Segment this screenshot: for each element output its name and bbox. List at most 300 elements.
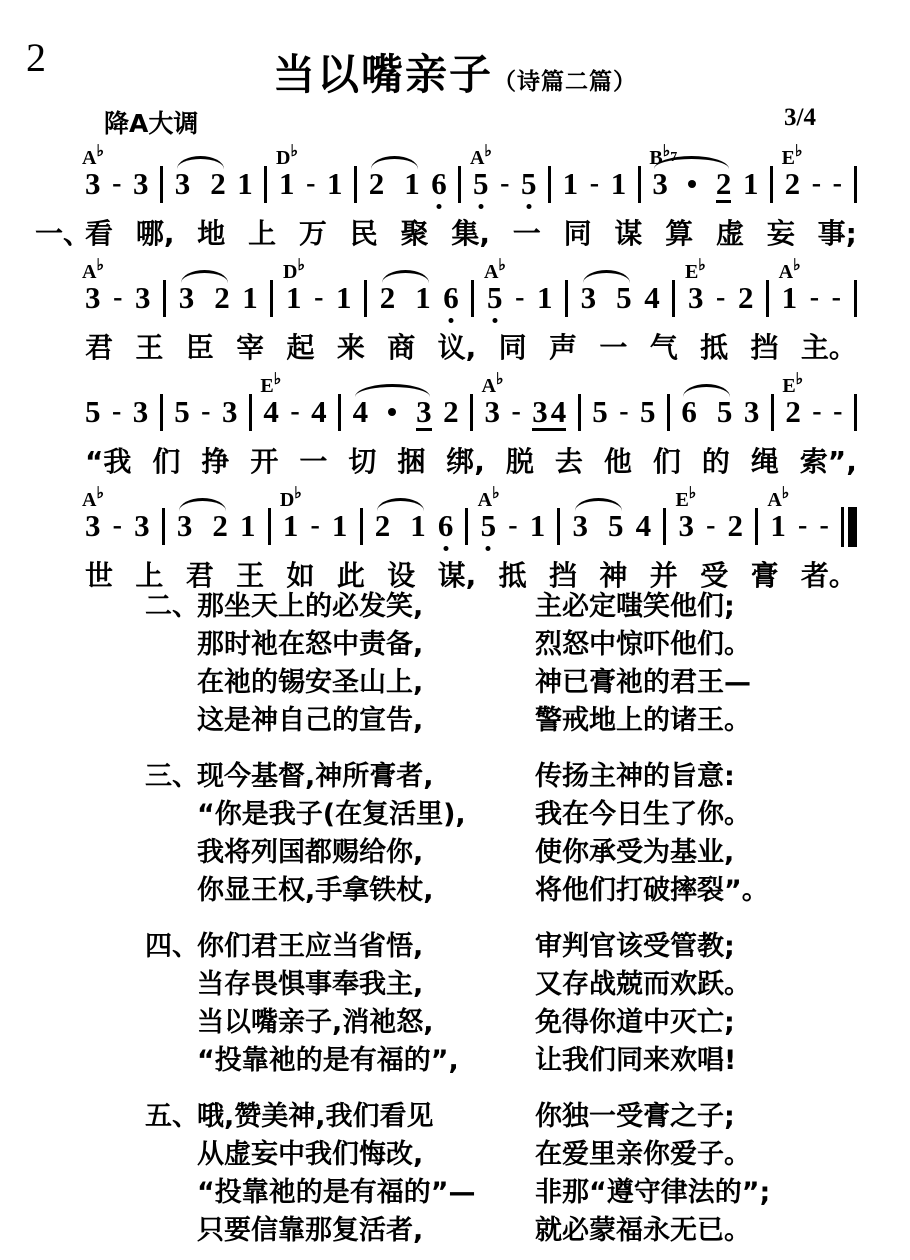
- verse-number: 四、: [145, 931, 199, 962]
- verse-line-left: 现今基督,神所膏者,: [197, 761, 434, 792]
- verse-line-right: 主必定嗤笑他们;: [535, 591, 735, 622]
- note: [133, 396, 149, 427]
- lyric-syllable: 气: [649, 331, 678, 364]
- note: [649, 143, 678, 201]
- lyric-syllable: 议,: [437, 331, 477, 364]
- slur-group: [369, 168, 420, 199]
- lyric-syllable: 受: [700, 559, 729, 592]
- verse-line-left: 你们君王应当省悟,: [197, 931, 424, 962]
- lyric-syllable: 脱: [505, 445, 534, 478]
- final-bar-thin: [841, 507, 844, 547]
- duration-dash: -: [809, 282, 820, 313]
- barline: [755, 508, 758, 545]
- note: [214, 282, 230, 313]
- verse-line-right: 你独一受膏之子;: [535, 1101, 735, 1132]
- chord-root: E: [260, 375, 274, 397]
- note-number: 3: [85, 166, 101, 201]
- verse-section: [145, 588, 805, 1260]
- note: [133, 168, 149, 199]
- barline: [163, 280, 166, 317]
- note: [82, 143, 104, 201]
- note: [675, 485, 697, 543]
- note-number: 4: [352, 394, 369, 429]
- note: [530, 510, 546, 541]
- lyric-syllable: 挣: [201, 445, 230, 478]
- duration-dash: -: [706, 510, 716, 541]
- barline: [854, 280, 857, 317]
- lyric-syllable: 一: [299, 445, 328, 478]
- note-number: 3: [580, 280, 597, 315]
- note-number: 2: [368, 166, 385, 201]
- note: [781, 143, 803, 201]
- lyric-syllable: 如: [286, 559, 315, 592]
- duration-dash: -: [819, 510, 829, 541]
- note: [174, 396, 190, 427]
- verse-line-right: 神已膏祂的君王—: [535, 667, 751, 698]
- note: [743, 168, 759, 199]
- flat-symbol: ♭: [294, 485, 302, 502]
- note-number: 1: [415, 280, 431, 315]
- note-number: 2: [210, 166, 226, 201]
- flat-symbol: ♭: [795, 371, 804, 388]
- note-number: 5: [480, 508, 497, 543]
- note-number: 5: [472, 166, 489, 201]
- verse-line-left: “投靠祂的是有福的”,: [197, 1045, 459, 1076]
- note-number: 3: [178, 280, 195, 315]
- barline: [771, 394, 774, 431]
- chord-root: A: [483, 261, 499, 283]
- octave-dot: [486, 546, 491, 551]
- duration-dash: -: [812, 396, 822, 427]
- title-row: [0, 42, 910, 102]
- notation-row: [85, 371, 857, 436]
- note: [728, 510, 744, 541]
- lyric-line: [85, 216, 857, 252]
- verse-5: [145, 1098, 805, 1250]
- note: [592, 396, 608, 427]
- flat-symbol: ♭: [795, 143, 803, 160]
- chord-label: [82, 257, 104, 283]
- note: [581, 282, 597, 313]
- lyric-syllable: 的: [701, 445, 730, 478]
- chord-root: A: [481, 375, 496, 397]
- note-number: 5: [174, 394, 190, 429]
- music-line-3: [85, 368, 857, 482]
- lyric-syllable: 开: [250, 445, 279, 478]
- slur-group: [177, 510, 228, 541]
- note-number: 3: [135, 280, 151, 315]
- lyric-syllable: 地: [197, 217, 226, 250]
- lyric-syllable: 算: [665, 217, 694, 250]
- note: [443, 396, 459, 427]
- note-number: 1: [285, 280, 302, 315]
- note: [616, 282, 632, 313]
- lyric-syllable: 万: [298, 217, 327, 250]
- note-number: 1: [770, 508, 786, 543]
- note: [521, 168, 537, 199]
- note-number: 4: [644, 280, 660, 315]
- note: [438, 510, 454, 541]
- note-number: 6: [443, 280, 459, 315]
- lyric-syllable: 声: [549, 331, 578, 364]
- barline: [557, 508, 560, 545]
- lyric-syllable: 集,: [451, 217, 490, 250]
- duration-dash: -: [112, 168, 122, 199]
- octave-dot: [478, 204, 483, 209]
- flat-symbol: ♭: [96, 143, 104, 160]
- flat-symbol: ♭: [688, 485, 697, 502]
- note-number: 1: [237, 166, 253, 201]
- note-number: 5: [608, 508, 624, 543]
- duration-dash: -: [314, 282, 324, 313]
- note: [563, 168, 579, 199]
- barline: [667, 394, 670, 431]
- note-number: 5: [716, 394, 733, 429]
- note: [636, 510, 652, 541]
- note-number: 1: [331, 508, 348, 543]
- note-number: 5: [85, 394, 101, 429]
- verse-line-right: 非那“遵守律法的”;: [535, 1177, 771, 1208]
- note-number: 3: [743, 394, 760, 429]
- lyric-syllable: 妄: [766, 217, 795, 250]
- chord-label: [275, 143, 298, 169]
- lyric-syllable: 抵: [498, 559, 527, 592]
- note-number: 2: [737, 280, 754, 315]
- lyric-syllable: “我: [85, 445, 132, 478]
- notation-row: [82, 257, 857, 322]
- barline: [264, 166, 267, 203]
- note: [327, 168, 343, 199]
- verse-line-right: 将他们打破摔裂”。: [535, 875, 769, 906]
- chord-label: [82, 143, 104, 169]
- note-number: 2: [379, 280, 396, 315]
- flat-symbol: ♭: [495, 371, 504, 388]
- verse-line-right: 使你承受为基业,: [535, 837, 735, 868]
- duration-dash: -: [290, 396, 300, 427]
- note-number: 2: [727, 508, 744, 543]
- note: [282, 257, 305, 315]
- note: [644, 282, 660, 313]
- verse-line-left: 从虚妄中我们悔改,: [197, 1139, 424, 1170]
- verse-line-right: 让我们同来欢唱!: [535, 1045, 737, 1076]
- note-number: 1: [240, 508, 256, 543]
- flat-symbol: ♭: [662, 143, 671, 160]
- verse-line-left: 哦,赞美神,我们看见: [197, 1101, 434, 1132]
- note: [431, 168, 447, 199]
- note: [135, 282, 151, 313]
- verse-line-right: 警戒地上的诸王。: [535, 705, 751, 736]
- barline: [672, 280, 675, 317]
- music-line-4: [82, 482, 857, 596]
- music-notation: [35, 140, 857, 596]
- verse-line-right: 烈怒中惊吓他们。: [535, 629, 751, 660]
- lyric-syllable: 同: [563, 217, 592, 250]
- note-number: 5: [486, 280, 503, 315]
- duration-dash: -: [832, 168, 842, 199]
- note-number: 6: [681, 394, 697, 429]
- note-number: 1: [781, 280, 798, 315]
- note: [537, 282, 553, 313]
- slur-group: [380, 282, 431, 313]
- page-title: 当以嘴亲子: [272, 50, 493, 99]
- note-number: 1: [336, 280, 352, 315]
- lyric-syllable: 膏: [750, 559, 779, 592]
- duration-dash: -: [511, 396, 521, 427]
- lyric-syllable: 来: [336, 331, 365, 364]
- chord-root: A: [82, 489, 97, 511]
- note: [260, 371, 282, 429]
- duration-dash: -: [310, 510, 320, 541]
- chord-label: [260, 371, 282, 397]
- octave-dot: [526, 204, 531, 209]
- lyric-syllable: 并: [649, 559, 678, 592]
- verse-number: 三、: [145, 761, 199, 792]
- verse-line-right: 免得你道中灭亡;: [535, 1007, 735, 1038]
- note: [608, 510, 624, 541]
- lyric-line: [85, 444, 857, 480]
- note-number: 3: [484, 394, 501, 429]
- note-number: 3: [176, 508, 193, 543]
- chord-label: [778, 257, 801, 283]
- flat-symbol: ♭: [698, 257, 706, 274]
- lyric-row: [85, 330, 857, 368]
- note: [275, 143, 298, 201]
- note-number: 3: [133, 166, 149, 201]
- note-number: 6: [437, 508, 454, 543]
- duration-dash: -: [515, 282, 525, 313]
- barline: [770, 166, 773, 203]
- chord-root: E: [675, 489, 689, 511]
- chord-label: [782, 371, 804, 397]
- chord-label: [675, 485, 697, 511]
- verse-4: [145, 928, 805, 1080]
- lyric-syllable: 捆: [397, 445, 426, 478]
- verse-line-right: 我在今日生了你。: [535, 799, 751, 830]
- chord-root: E: [684, 261, 699, 283]
- page-subtitle: （诗篇二篇）: [493, 69, 637, 95]
- note: [477, 485, 500, 543]
- note-number: 3: [416, 394, 432, 429]
- note-number: 2: [214, 280, 230, 315]
- note: [532, 396, 548, 427]
- final-barline: [841, 507, 857, 547]
- note-number: 2: [715, 166, 732, 201]
- octave-dot: [492, 318, 497, 323]
- note-number: 1: [410, 508, 426, 543]
- note: [410, 510, 426, 541]
- chord-root: A: [778, 261, 794, 283]
- lyric-syllable: 挡: [750, 331, 779, 364]
- chord-label: [477, 485, 500, 511]
- note: [85, 396, 101, 427]
- lyric-syllable: 君: [185, 559, 214, 592]
- note-number: 1: [282, 508, 299, 543]
- verse-line-left: 当以嘴亲子,消祂怒,: [197, 1007, 434, 1038]
- lyric-syllable: 谋: [614, 217, 643, 250]
- lyric-syllable: 王: [236, 559, 265, 592]
- note: [469, 143, 492, 201]
- lyric-syllable: 此: [336, 559, 365, 592]
- verse-line-left: 只要信靠那复活者,: [197, 1215, 424, 1246]
- barline: [565, 280, 568, 317]
- note: [311, 396, 327, 427]
- barline: [354, 166, 357, 203]
- note-number: 4: [550, 394, 567, 429]
- lyric-syllable: 一: [512, 217, 541, 250]
- note-number: 1: [610, 166, 627, 201]
- octave-dot: [443, 546, 448, 551]
- lyric-row: [85, 444, 857, 482]
- lyric-row: [35, 216, 857, 254]
- lyric-syllable: 去: [554, 445, 583, 478]
- note-number: 3: [134, 508, 150, 543]
- octave-dot: [449, 318, 454, 323]
- duration-dash: -: [500, 168, 510, 199]
- verse-line-left: 这是神自己的宣告,: [197, 705, 424, 736]
- note: [416, 396, 432, 431]
- note: [210, 168, 226, 199]
- barline: [465, 508, 468, 545]
- barline: [638, 166, 641, 203]
- duration-dash: -: [716, 282, 726, 313]
- note: [640, 396, 656, 427]
- note-number: 2: [374, 508, 391, 543]
- flat-symbol: ♭: [297, 257, 305, 274]
- note-number: 3: [678, 508, 694, 543]
- barline: [663, 508, 666, 545]
- lyric-line: [85, 330, 857, 366]
- lyric-syllable: 上: [248, 217, 277, 250]
- note: [279, 485, 302, 543]
- note: [717, 396, 733, 427]
- chord-root: D: [282, 261, 298, 283]
- barline: [360, 508, 363, 545]
- verse-line-right: 在爱里亲你爱子。: [535, 1139, 751, 1170]
- note-number: 2: [785, 394, 801, 429]
- verse-line-right: 传扬主神的旨意:: [535, 761, 735, 792]
- chord-label: [649, 143, 678, 169]
- lyric-syllable: 同: [498, 331, 527, 364]
- note: [443, 282, 459, 313]
- slur-group: [649, 143, 732, 203]
- duration-dash: -: [831, 282, 841, 313]
- duration-dash: -: [306, 168, 316, 199]
- barline: [160, 166, 163, 203]
- note-number: 2: [212, 508, 228, 543]
- lyric-syllable: 虚: [716, 217, 745, 250]
- note-number: 1: [404, 166, 420, 201]
- barline: [471, 280, 474, 317]
- verse-3: [145, 758, 805, 910]
- verse-line-left: 在祂的锡安圣山上,: [197, 667, 424, 698]
- note-number: 2: [784, 166, 801, 201]
- note: [380, 282, 396, 313]
- final-bar-thick: [848, 507, 857, 547]
- note: [483, 257, 506, 315]
- note-number: 3: [85, 280, 101, 315]
- lyric-syllable: 上: [135, 559, 164, 592]
- barline: [364, 280, 367, 317]
- duration-dash: -: [619, 396, 629, 427]
- chord-label: [282, 257, 305, 283]
- note: [481, 371, 504, 429]
- note: [336, 282, 352, 313]
- note: [684, 257, 706, 315]
- note: [551, 396, 567, 427]
- flat-symbol: ♭: [498, 257, 506, 274]
- barline: [338, 394, 341, 431]
- barline: [458, 166, 461, 203]
- note-number: 5: [592, 394, 608, 429]
- lyric-syllable: 一: [599, 331, 628, 364]
- barline: [548, 166, 551, 203]
- note: [82, 257, 104, 315]
- notation-row: [82, 143, 857, 208]
- note: [782, 371, 804, 429]
- chord-label: [481, 371, 504, 397]
- duration-dash: -: [797, 510, 808, 541]
- duration-dash: -: [112, 510, 122, 541]
- lyric-syllable: 聚: [400, 217, 429, 250]
- note-number: 4: [263, 394, 279, 429]
- note: [82, 485, 104, 543]
- duration-dash: -: [111, 396, 122, 427]
- verse-line-left: 你显王权,手拿铁杖,: [197, 875, 434, 906]
- note-number: 2: [443, 394, 459, 429]
- lyric-syllable: 索”,: [799, 445, 857, 478]
- lyric-syllable: 王: [135, 331, 164, 364]
- barline: [854, 394, 857, 431]
- verse-number-prefix: 一、: [35, 217, 92, 250]
- duration-dash: -: [833, 396, 843, 427]
- verse-line-left: 那时祂在怒中责备,: [197, 629, 424, 660]
- note: [375, 510, 391, 541]
- lyric-syllable: 绳: [750, 445, 779, 478]
- note-number: 4: [311, 394, 327, 429]
- chord-root: A: [477, 489, 493, 511]
- barline: [270, 280, 273, 317]
- chord-label: [684, 257, 706, 283]
- note-number: 1: [536, 280, 553, 315]
- lyric-syllable: 看: [85, 217, 114, 250]
- lyric-syllable: 们: [152, 445, 181, 478]
- lyric-syllable: 君: [85, 331, 114, 364]
- slur-group: [573, 510, 624, 541]
- note: [404, 168, 420, 199]
- duration-dash: -: [201, 396, 211, 427]
- lyric-syllable: 设: [387, 559, 416, 592]
- note-number: 1: [278, 166, 295, 201]
- lyric-syllable: 主。: [800, 331, 857, 364]
- note: [237, 168, 253, 199]
- note-number: 3: [174, 166, 191, 201]
- chord-root: A: [82, 261, 97, 283]
- slur-group: [375, 510, 426, 541]
- lyric-syllable: 挡: [549, 559, 578, 592]
- verse-line-left: 我将列国都赐给你,: [197, 837, 424, 868]
- lyric-syllable: 者。: [800, 559, 857, 592]
- note: [738, 282, 754, 313]
- octave-dot: [437, 204, 442, 209]
- verse-line-left: 那坐天上的必发笑,: [197, 591, 424, 622]
- verse-line-left: “投靠祂的是有福的”—: [197, 1177, 476, 1208]
- note-number: 3: [652, 166, 668, 201]
- duration-dash: -: [113, 282, 123, 313]
- note: [369, 168, 385, 199]
- verse-line-right: 审判官该受管教;: [535, 931, 735, 962]
- chord-root: D: [279, 489, 295, 511]
- slur-group: [681, 396, 732, 427]
